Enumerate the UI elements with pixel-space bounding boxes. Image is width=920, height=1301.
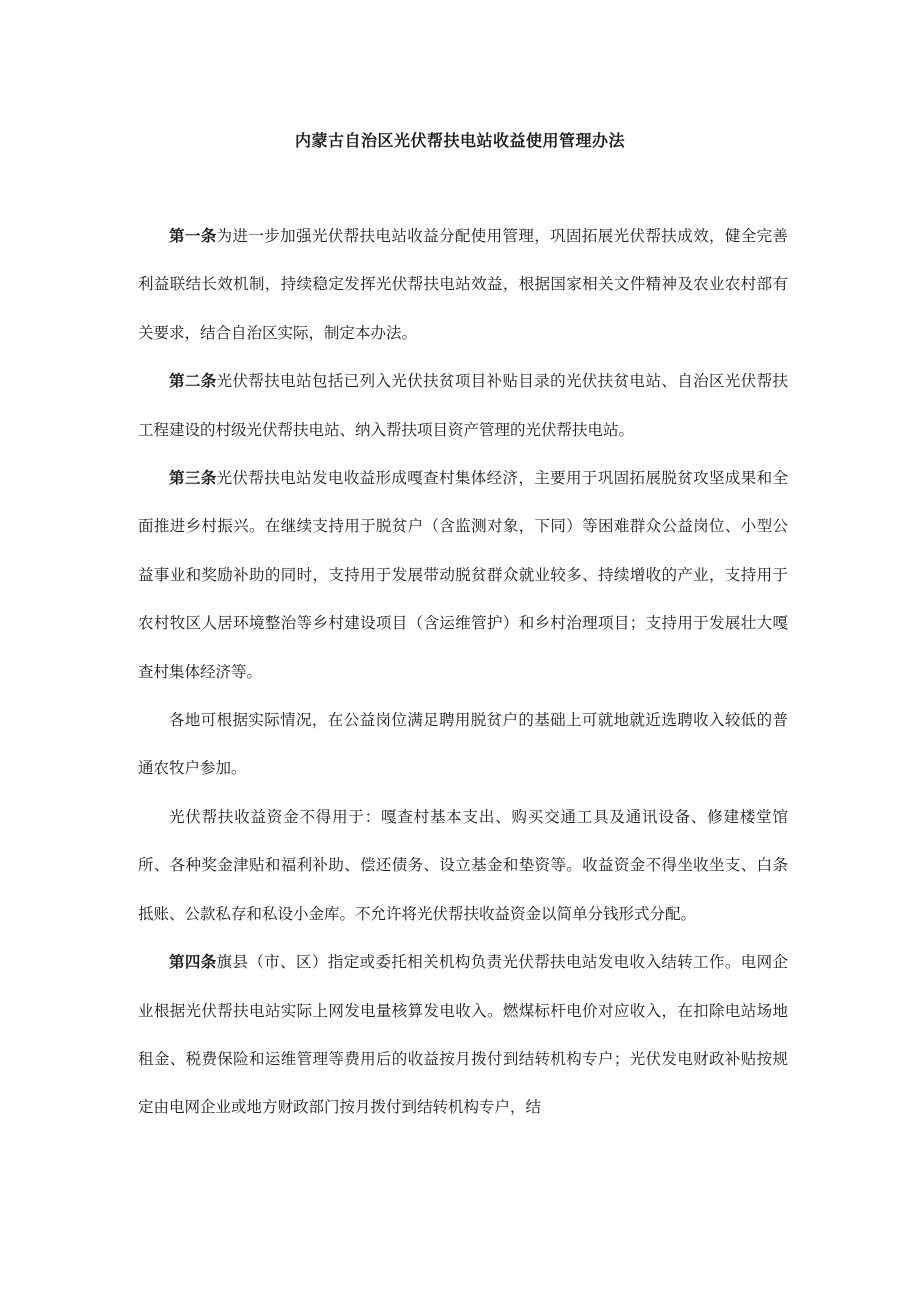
document-body — [138, 212, 788, 1132]
article-text: 旗县（市、区）指定或委托相关机构负责光伏帮扶电站发电收入结转工作。电网企业根据光伏帮扶电站实际上网发电量核算发电收入。燃煤标杆电价对应收入，在扣除电站场地租金、税费保险和运维管理等费用后的收益按月拨付到结转机构专户；光伏发电财政补贴按规定由电网企业或地方财政部门按月拨付到结转机构专户，结 — [138, 953, 788, 1117]
article-text: 光伏帮扶电站包括已列入光伏扶贫项目补贴目录的光伏扶贫电站、自治区光伏帮扶工程建设的村级光伏帮扶电站、纳入帮扶项目资产管理的光伏帮扶电站。 — [138, 372, 788, 439]
article-3-subparagraph-2 — [138, 793, 788, 938]
article-3-paragraph — [138, 454, 788, 696]
article-1-paragraph — [138, 212, 788, 357]
article-4-paragraph — [138, 938, 788, 1132]
article-label: 第四条 — [169, 953, 217, 972]
article-text: 光伏帮扶电站发电收益形成嘎查村集体经济，主要用于巩固拓展脱贫攻坚成果和全面推进乡村振兴。在继续支持用于脱贫户（含监测对象，下同）等困难群众公益岗位、小型公益事业和奖励补助的同时，支持用于发展带动脱贫群众就业较多、持续增收的产业，支持用于农村牧区人居环境整治等乡村建设项目（含运维管护）和乡村治理项目；支持用于发展壮大嘎查村集体经济等。 — [138, 469, 788, 681]
article-3-subparagraph-1 — [138, 696, 788, 793]
article-label: 第二条 — [169, 372, 217, 391]
article-label: 第一条 — [169, 227, 217, 245]
document-title: 内蒙古自治区光伏帮扶电站收益使用管理办法 — [294, 131, 625, 150]
paragraph-text: 各地可根据实际情况，在公益岗位满足聘用脱贫户的基础上可就地就近选聘收入较低的普通农牧户参加。 — [138, 711, 788, 778]
article-label: 第三条 — [169, 469, 217, 488]
article-2-paragraph — [138, 357, 788, 454]
paragraph-text: 光伏帮扶收益资金不得用于：嘎查村基本支出、购买交通工具及通讯设备、修建楼堂馆所、各种奖金津贴和福利补助、偿还债务、设立基金和垫资等。收益资金不得坐收坐支、白条抵账、公款私存和私设小金库。不允许将光伏帮扶收益资金以简单分钱形式分配。 — [138, 807, 788, 923]
article-text: 为进一步加强光伏帮扶电站收益分配使用管理，巩固拓展光伏帮扶成效，健全完善利益联结长效机制，持续稳定发挥光伏帮扶电站效益，根据国家相关文件精神及农业农村部有关要求，结合自治区实际，制定本办法。 — [138, 227, 788, 342]
